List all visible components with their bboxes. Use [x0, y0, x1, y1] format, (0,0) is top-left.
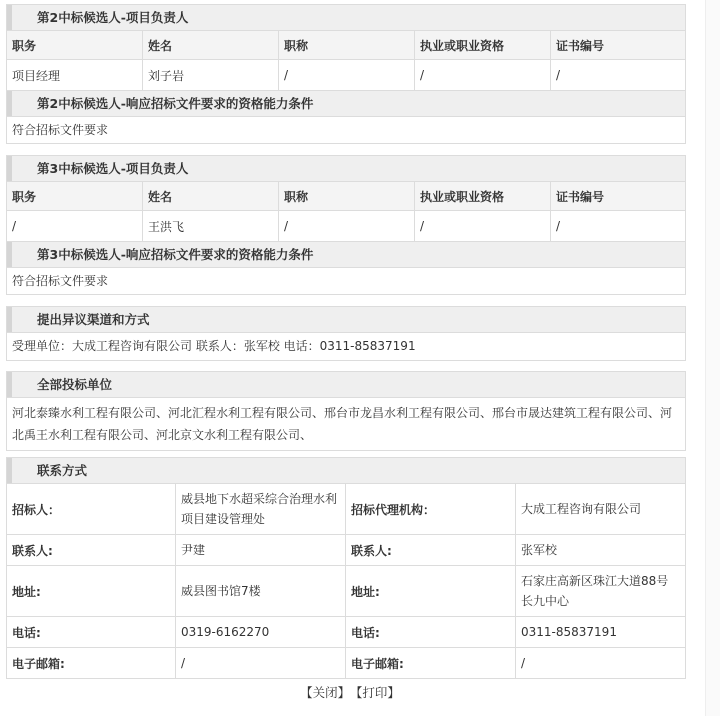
- col-header-position: 职务: [7, 182, 143, 210]
- agency-address-value: 石家庄高新区珠江大道88号长九中心: [521, 574, 669, 608]
- section-header: [7, 5, 685, 31]
- contact-row: [7, 648, 685, 678]
- agency-email-value: /: [521, 656, 526, 670]
- section-header: [7, 307, 685, 333]
- agency-label: 招标代理机构：: [346, 484, 516, 534]
- tenderer-value: 威县地下水超采综合治理水利项目建设管理处: [176, 484, 346, 534]
- agency-address-label: 地址:: [346, 566, 516, 616]
- cell-title: /: [279, 211, 415, 241]
- agency-contact-label: 联系人:: [346, 535, 516, 565]
- section-header: [7, 242, 685, 268]
- section-header: [7, 372, 685, 398]
- section-marker: [7, 242, 12, 267]
- contact-row: [7, 484, 685, 535]
- contact-person-value: 尹建: [176, 535, 346, 565]
- section-title: 第2中标候选人-项目负责人: [37, 10, 189, 25]
- section-title: 第3中标候选人-项目负责人: [37, 161, 189, 176]
- address-value: 威县图书馆7楼: [176, 566, 346, 616]
- section-marker: [7, 458, 12, 483]
- cell-cert-no: /: [556, 68, 561, 82]
- col-header-qualification: 执业或职业资格: [415, 31, 551, 59]
- section-marker: [7, 5, 12, 30]
- table-row: [7, 211, 685, 242]
- agency-phone-label: 电话:: [346, 617, 516, 647]
- section-title: 联系方式: [37, 463, 88, 478]
- bidders-block: [6, 371, 686, 451]
- print-button[interactable]: 【打印】: [356, 685, 400, 700]
- col-header-name: 姓名: [143, 182, 279, 210]
- col-header-cert-no: 证书编号: [556, 38, 605, 53]
- cell-title: /: [279, 60, 415, 90]
- phone-label: 电话:: [7, 617, 176, 647]
- cell-cert-no: /: [556, 219, 561, 233]
- address-label: 地址:: [7, 566, 176, 616]
- contact-row: [7, 617, 685, 648]
- bidders-text-line: 河北泰臻水利工程有限公司、河北汇程水利工程有限公司、邢台市龙昌水利工程有限公司、邢台市晟达建筑工程有限公司、河: [12, 406, 673, 420]
- col-header-position: 职务: [7, 31, 143, 59]
- cell-name: 刘子岩: [143, 60, 279, 90]
- section-header: [7, 458, 685, 484]
- bidders-text: [7, 398, 685, 450]
- section-marker: [7, 372, 12, 397]
- cand3-leader-block: [6, 155, 686, 295]
- col-header-title: 职称: [279, 31, 415, 59]
- objection-block: [6, 306, 686, 361]
- cell-position: 项目经理: [7, 60, 143, 90]
- section-header: [7, 91, 685, 117]
- table-header-row: [7, 31, 685, 60]
- cand2-leader-block: [6, 4, 686, 144]
- section-marker: [7, 307, 12, 332]
- email-label: 电子邮箱:: [7, 648, 176, 678]
- table-row: [7, 60, 685, 91]
- close-button[interactable]: 【关闭】: [300, 685, 351, 700]
- agency-value: 大成工程咨询有限公司: [521, 502, 642, 516]
- section-title: 提出异议渠道和方式: [37, 312, 150, 327]
- agency-email-label: 电子邮箱:: [346, 648, 516, 678]
- table-header-row: [7, 182, 685, 211]
- cell-position: /: [7, 211, 143, 241]
- contact-row: [7, 535, 685, 566]
- section-header: [7, 156, 685, 182]
- phone-value: 0319-6162270: [176, 617, 346, 647]
- qualification-text: 符合招标文件要求: [12, 274, 109, 288]
- qualification-text: 符合招标文件要求: [12, 123, 109, 137]
- section-title: 第2中标候选人-响应招标文件要求的资格能力条件: [37, 96, 314, 111]
- section-title: 全部投标单位: [37, 377, 113, 392]
- bidders-text-line: 北禹王水利工程有限公司、河北京文水利工程有限公司、: [12, 428, 313, 442]
- agency-phone-value: 0311-85837191: [521, 625, 617, 639]
- scrollbar[interactable]: [705, 0, 720, 716]
- col-header-name: 姓名: [143, 31, 279, 59]
- agency-contact-value: 张军校: [521, 543, 558, 557]
- email-value: /: [176, 648, 346, 678]
- contact-row: [7, 566, 685, 617]
- section-marker: [7, 91, 12, 116]
- contact-block: [6, 457, 686, 679]
- objection-text: 受理单位：大成工程咨询有限公司 联系人：张军校 电话：0311-85837191: [12, 339, 416, 353]
- section-marker: [7, 156, 12, 181]
- contact-person-label: 联系人:: [7, 535, 176, 565]
- col-header-qualification: 执业或职业资格: [415, 182, 551, 210]
- col-header-title: 职称: [279, 182, 415, 210]
- tenderer-label: 招标人：: [7, 484, 176, 534]
- footer-actions: [0, 683, 700, 701]
- cell-qualification: /: [415, 211, 551, 241]
- col-header-cert-no: 证书编号: [556, 189, 605, 204]
- section-title: 第3中标候选人-响应招标文件要求的资格能力条件: [37, 247, 314, 262]
- cell-qualification: /: [415, 60, 551, 90]
- cell-name: 王洪飞: [143, 211, 279, 241]
